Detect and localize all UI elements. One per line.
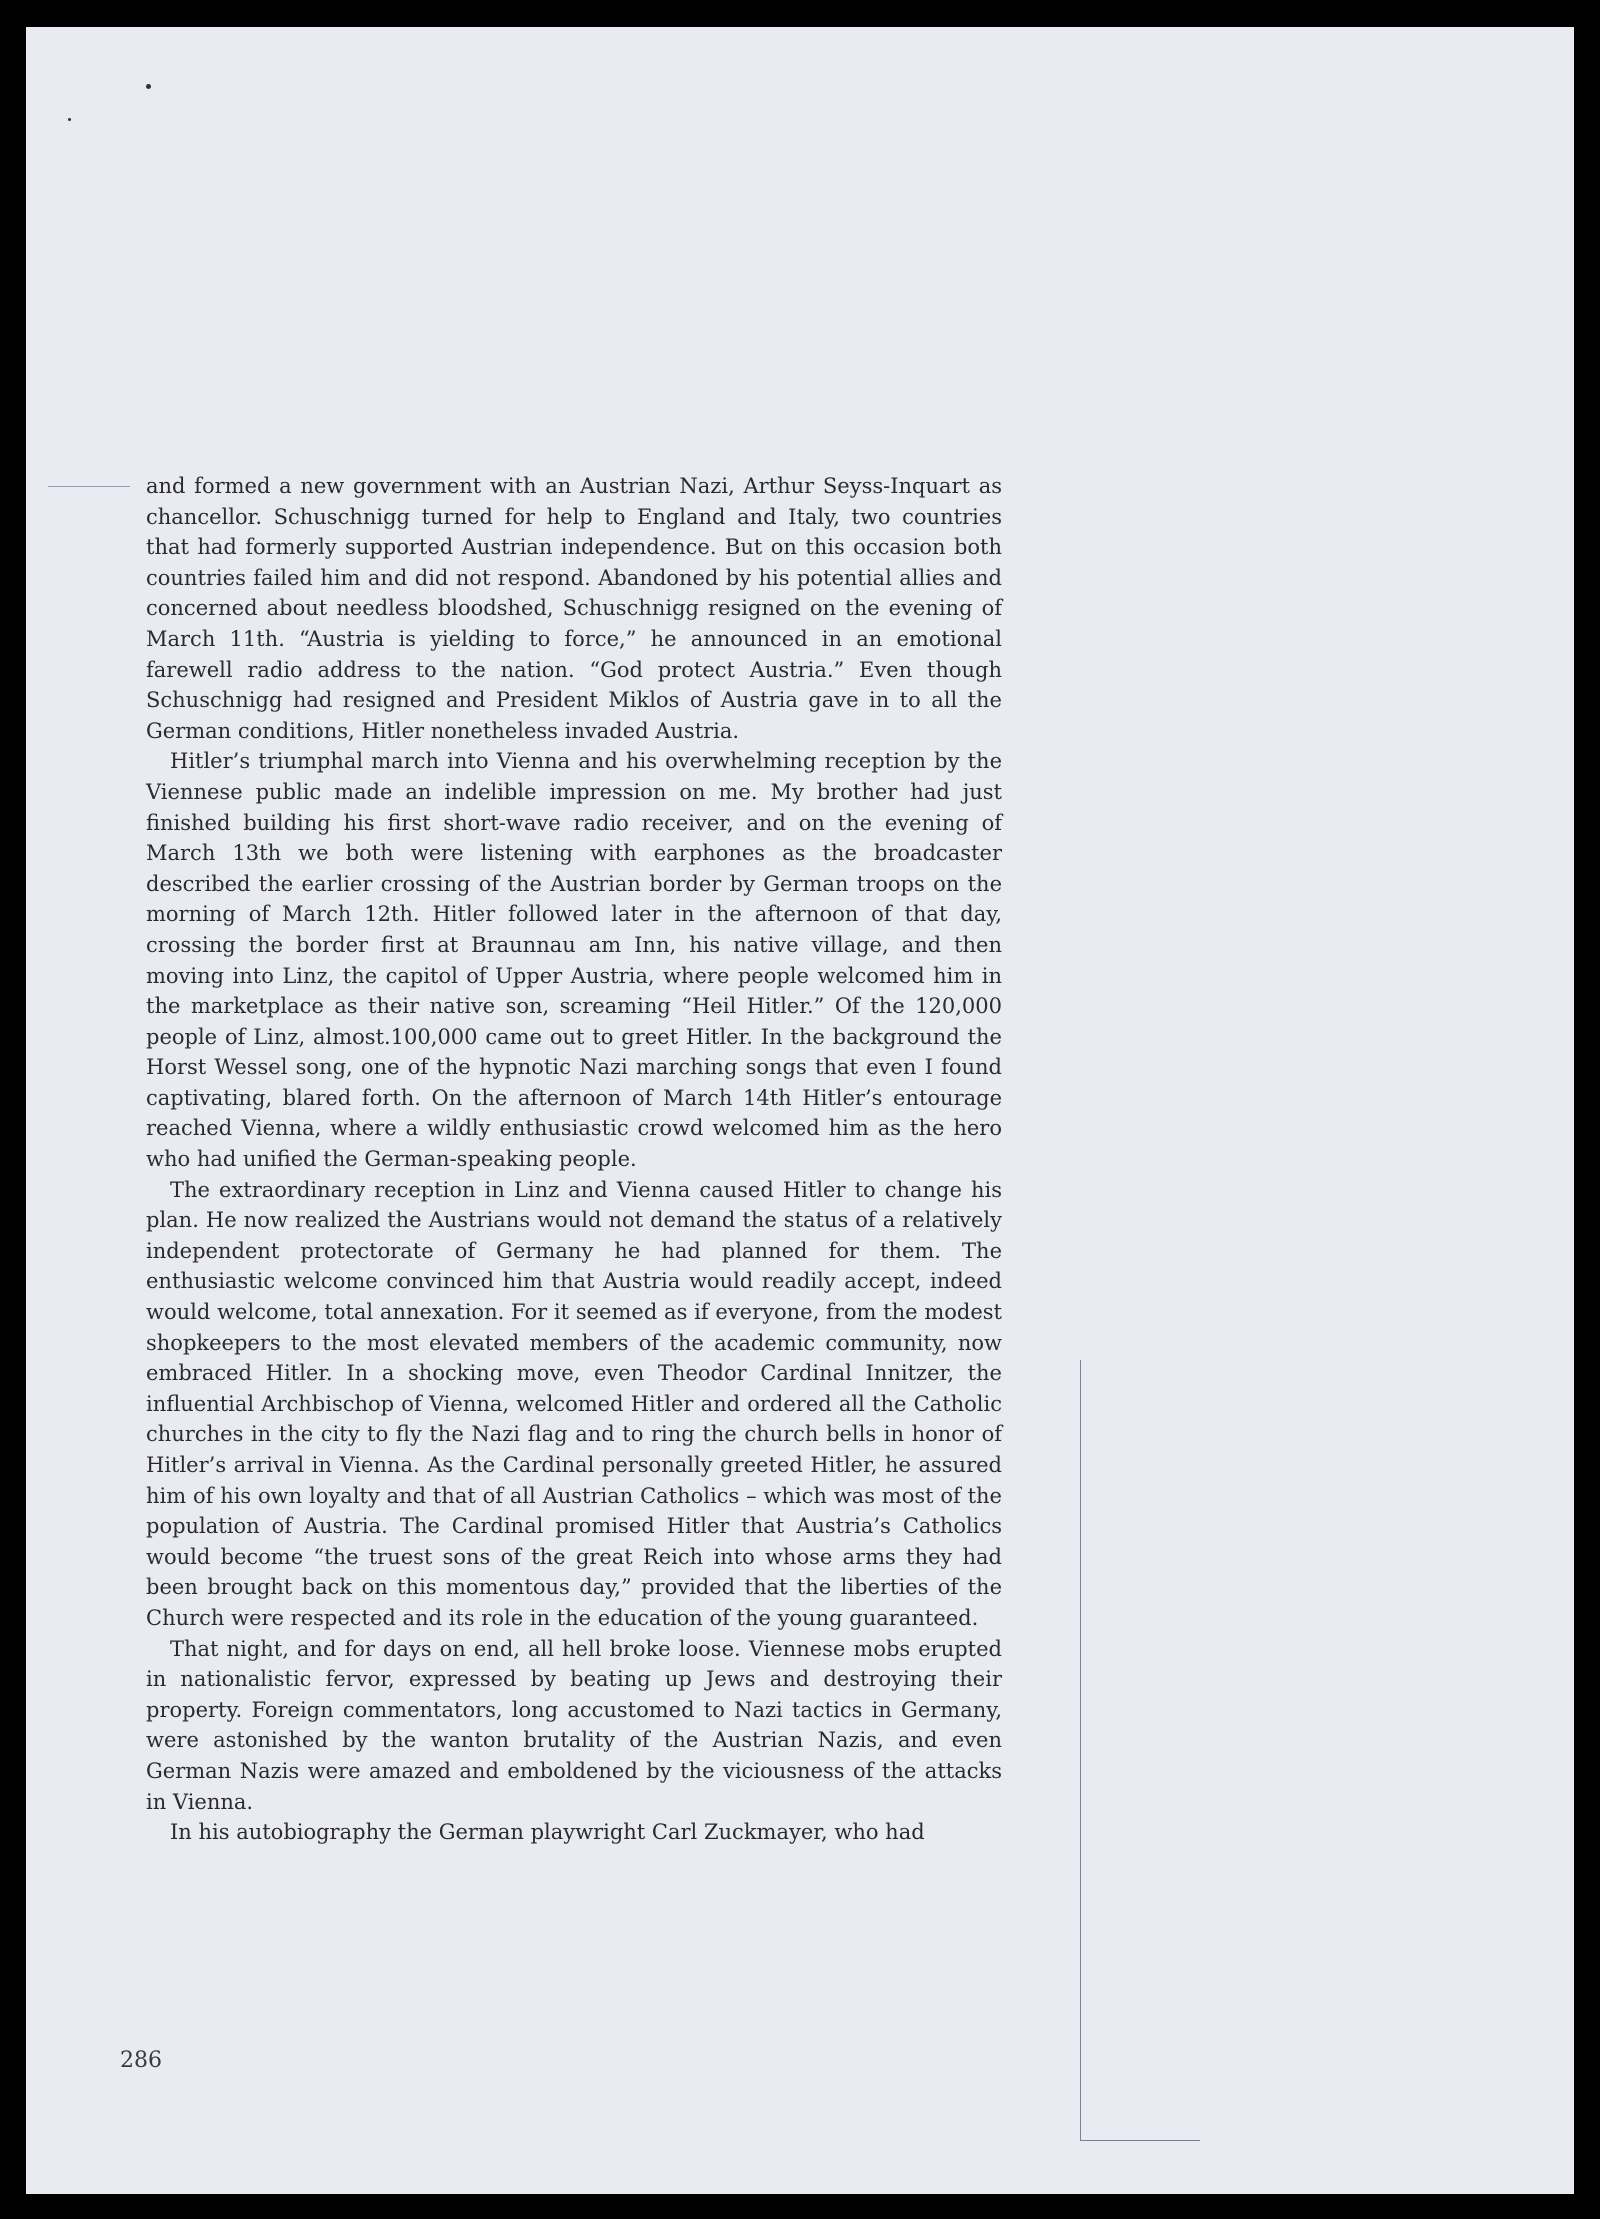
margin-rule-right-horizontal xyxy=(1080,2140,1200,2141)
paragraph: The extraordinary reception in Linz and Vienna caused Hitler to change his plan. He now realized the Austrians would not demand the status of a relatively independent protectorate of Germany he had planned for them. The enthusiastic welcome convinced him that Austria would readily accept, indeed would welcome, total annexation. For it seemed as if everyone, from the modest shopkeepers to the most elevated members of the academic community, now embraced Hitler. In a shocking move, even Theodor Cardinal Innitzer, the influential Archbischop of Vienna, welcomed Hitler and ordered all the Catholic churches in the city to fly the Nazi flag and to ring the church bells in honor of Hitler’s arrival in Vienna. As the Cardinal personally greeted Hitler, he assured him of his own loyalty and that of all Austrian Catholics – which was most of the population of Austria. The Cardinal promised Hitler that Austria’s Catholics would become “the truest sons of the great Reich into whose arms they had been brought back on this momentous day,” provided that the liberties of the Church were respected and its role in the education of the young guaranteed. xyxy=(146,1177,1002,1630)
ink-speck xyxy=(68,118,71,121)
body-text xyxy=(146,471,1002,1848)
margin-rule-left xyxy=(48,486,130,487)
paragraph: That night, and for days on end, all hell broke loose. Viennese mobs erupted in nationalistic fervor, expressed by beating up Jews and destroying their property. Foreign commentators, long accustomed to Nazi tactics in Germany, were astonished by the wanton brutality of the Austrian Nazis, and even German Nazis were amazed and emboldened by the viciousness of the attacks in Vienna. xyxy=(146,1636,1002,1814)
ink-speck xyxy=(146,84,151,89)
paragraph: Hitler’s triumphal march into Vienna and his overwhelming reception by the Viennese public made an indelible impression on me. My brother had just finished building his first short-wave radio receiver, and on the evening of March 13th we both were listening with earphones as the broadcaster described the earlier crossing of the Austrian border by German troops on the morning of March 12th. Hitler followed later in the afternoon of that day, crossing the border first at Braunnau am Inn, his native village, and then moving into Linz, the capitol of Upper Austria, where people welcomed him in the marketplace as their native son, screaming “Heil Hitler.” Of the 120,000 people of Linz, almost.100,000 came out to greet Hitler. In the background the Horst Wessel song, one of the hypnotic Nazi marching songs that even I found captivating, blared forth. On the afternoon of March 14th Hitler’s entourage reached Vienna, where a wildly enthusiastic crowd welcomed him as the hero who had unified the German-speaking people. xyxy=(146,749,1002,1172)
margin-rule-right-vertical xyxy=(1080,1360,1081,2140)
paragraph: and formed a new government with an Austrian Nazi, Arthur Seyss-Inquart as chancellor. Schuschnigg turned for help to England and Italy, two countries that had formerly supported Austrian independence. But on this occasion both countries failed him and did not respond. Abandoned by his potential allies and concerned about needless bloodshed, Schuschnigg resigned on the evening of March 11th. “Austria is yielding to force,” he announced in an emotional farewell radio address to the nation. “God protect Austria.” Even though Schuschnigg had resigned and President Miklos of Austria gave in to all the German conditions, Hitler nonetheless invaded Austria. xyxy=(146,474,1002,743)
page-number: 286 xyxy=(120,2048,162,2073)
paragraph: In his autobiography the German playwright Carl Zuckmayer, who had xyxy=(170,1820,925,1845)
